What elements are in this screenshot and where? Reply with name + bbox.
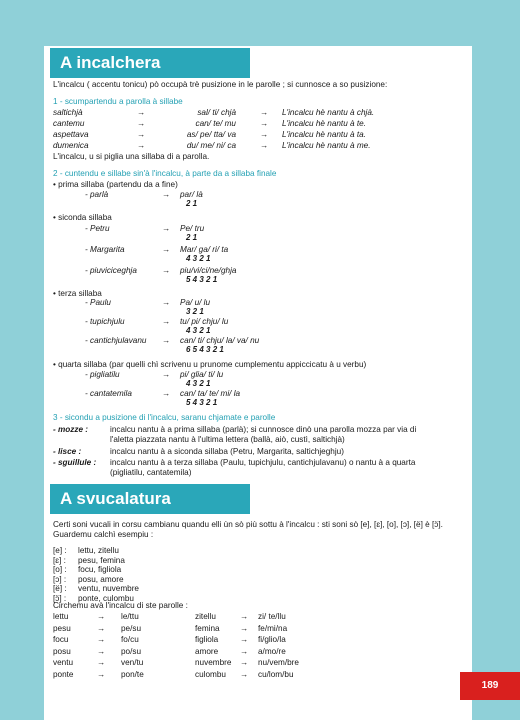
pair-cell-0-5: zi/ te/llu	[258, 612, 286, 621]
quarta-syll-0: pi/ glia/ ti/ lu	[180, 370, 224, 379]
pair-cell-2-1: →	[97, 635, 106, 644]
prima-label: • prima sillaba (partendu da a fine)	[53, 180, 178, 189]
pair-cell-0-0: lettu	[53, 612, 69, 621]
terza-word-2: - cantichjulavanu	[85, 336, 147, 345]
page-number: 189	[460, 672, 520, 700]
terza-arrow-1: →	[162, 317, 171, 326]
sec1-title: 1 - scumpartendu a parolla à sillabe	[53, 97, 183, 106]
seconda-syll-0: Pe/ tru	[180, 224, 205, 233]
sec1-cell-3-0: dumenica	[53, 141, 89, 150]
sec1-note: L'incalcu, u si piglia una sillaba di a parolla.	[53, 152, 210, 161]
prima-word-0: - parlà	[85, 190, 109, 199]
terza-nums-2: 6 5 4 3 2 1	[186, 345, 224, 354]
sec1-cell-3-2: du/ me/ ni/ ca	[186, 141, 236, 150]
sec1-cell-0-2: sal/ ti/ chjà	[197, 108, 236, 117]
quarta-arrow-0: →	[162, 370, 171, 379]
quarta-nums-1: 5 4 3 2 1	[186, 398, 218, 407]
pair-cell-1-3: femina	[195, 623, 220, 633]
intro-text: L'incalcu ( accentu tonicu) pò occupà trè pusizione in le parolle ; si cunnosce a so pusizione:	[53, 80, 388, 89]
seconda-nums-0: 2 1	[186, 233, 198, 242]
pair-cell-1-4: →	[240, 623, 249, 633]
pair-cell-4-1: →	[97, 658, 106, 667]
sec1-cell-0-0: saltichjà	[53, 108, 83, 117]
pair-cell-2-2: fo/cu	[121, 635, 139, 644]
seconda-arrow-2: →	[162, 266, 171, 275]
seconda-word-2: - piuviciceghja	[85, 266, 137, 275]
phon-symbol-2: [o] :	[53, 565, 67, 574]
pair-cell-3-0: posu	[53, 646, 71, 656]
sec3-title: 3 - sicondu a pusizione di l'incalcu, saranu chjamate e parolle	[53, 413, 276, 422]
phon-examples-5: ponte, culombu	[78, 593, 134, 603]
prima-arrow-0: →	[162, 190, 171, 199]
pair-cell-3-4: →	[240, 646, 249, 656]
phon-examples-2: focu, figliola	[78, 565, 122, 574]
phon-examples-0: lettu, zitellu	[78, 546, 119, 555]
seconda-arrow-0: →	[162, 224, 171, 233]
phon-examples-4: ventu, nuvembre	[78, 584, 139, 593]
terza-syll-2: can/ ti/ chju/ la/ va/ nu	[180, 336, 260, 345]
sec1-cell-1-1: →	[137, 119, 146, 128]
section-header-svucalatura: A svucalatura	[50, 484, 250, 514]
sec3-val1-2: incalcu nantu à a terza sillaba (Paulu, tupichjulu, cantichjulavanu) o nantu à a quarta	[110, 458, 416, 467]
sec1-cell-0-4: L'incalcu hè nantu à chjà.	[282, 108, 375, 117]
pair-cell-3-1: →	[97, 646, 106, 656]
sec3-key-0: - mozze :	[53, 425, 89, 434]
pair-cell-4-5: nu/vem/bre	[258, 658, 299, 667]
terza-label: • terza sillaba	[53, 289, 102, 298]
pair-cell-5-5: cu/lom/bu	[258, 669, 294, 679]
terza-arrow-0: →	[162, 298, 171, 307]
pair-cell-4-2: ven/tu	[121, 658, 144, 667]
pair-cell-0-3: zitellu	[195, 612, 216, 621]
seconda-syll-2: piu/vi/ci/ne/ghja	[180, 266, 237, 275]
pair-cell-0-1: →	[97, 612, 106, 621]
sec3-val2-2: (pigliatilu, cantatemila)	[110, 468, 192, 477]
seconda-nums-1: 4 3 2 1	[186, 254, 211, 263]
quarta-label: • quarta sillaba (par quelli chì scrivenu u prunome cumplementu appiccicatu à u verbu)	[53, 360, 367, 369]
pair-cell-1-5: fe/mi/na	[258, 623, 288, 633]
sec3-val1-0: incalcu nantu à a prima sillaba (parlà); si cunnosce dinò una parolla mozza par via di	[110, 425, 417, 434]
terza-arrow-2: →	[162, 336, 171, 345]
pair-cell-5-1: →	[97, 669, 106, 679]
sec1-cell-2-4: L'incalcu hè nantu à ta.	[282, 130, 366, 139]
pair-cell-2-5: fi/glio/la	[258, 635, 286, 644]
svu-intro-2: Guardemu calchì esempiu :	[53, 530, 154, 539]
quarta-word-0: - pigliatilu	[85, 370, 120, 379]
pair-cell-1-2: pe/su	[121, 623, 142, 633]
sec1-cell-3-3: →	[260, 141, 269, 150]
sec1-cell-2-1: →	[137, 130, 146, 139]
sec3-val1-1: incalcu nantu à a siconda sillaba (Petru, Margarita, saltichjeghju)	[110, 447, 344, 456]
phon-symbol-3: [ɔ] :	[53, 574, 67, 584]
pair-cell-5-4: →	[240, 669, 249, 679]
terza-word-1: - tupichjulu	[85, 317, 125, 326]
section-header-incalchera: A incalchera	[50, 48, 250, 78]
pair-cell-4-0: ventu	[53, 658, 74, 667]
sec3-key-2: - sguillule :	[53, 458, 97, 467]
seconda-nums-2: 5 4 3 2 1	[186, 275, 218, 284]
phon-symbol-0: [e] :	[53, 546, 67, 555]
sec1-cell-0-1: →	[137, 108, 146, 117]
seconda-syll-1: Mar/ ga/ ri/ ta	[180, 245, 229, 254]
svu-intro-1: Certi soni vucali in corsu cambianu quandu elli ùn sò più sottu à l'incalcu : sti soni sò [e], [ɛ], [o], [ɔ], [ë] è [ɔ̈].	[53, 520, 443, 529]
seconda-word-0: - Petru	[85, 224, 110, 233]
pair-cell-3-2: po/su	[121, 646, 142, 656]
seconda-word-1: - Margarita	[85, 245, 125, 254]
pair-cell-1-1: →	[97, 623, 106, 633]
sec1-cell-1-0: cantemu	[53, 119, 85, 128]
phon-symbol-1: [ɛ] :	[53, 555, 66, 565]
pair-cell-1-0: pesu	[53, 623, 71, 633]
sec1-cell-0-3: →	[260, 108, 269, 117]
sec1-cell-1-4: L'incalcu hè nantu à te.	[282, 119, 366, 128]
pair-cell-2-4: →	[240, 635, 249, 644]
seconda-label: • siconda sillaba	[53, 213, 112, 222]
pair-cell-3-3: amore	[195, 646, 219, 656]
phon-symbol-5: [ɔ̈] :	[53, 593, 67, 603]
quarta-word-1: - cantatemila	[85, 389, 132, 398]
circhemu-text: Circhemu avà l'incalcu di ste parolle :	[53, 601, 188, 610]
phon-examples-3: posu, amore	[78, 574, 124, 584]
sec3-val2-0: l'aletta piazzata nantu à l'ultima lettera (ballà, aiò, custì, saltichjà)	[110, 435, 345, 444]
pair-cell-5-0: ponte	[53, 669, 74, 679]
prima-nums-0: 2 1	[186, 199, 198, 208]
sec1-cell-1-3: →	[260, 119, 269, 128]
phon-symbol-4: [ë] :	[53, 584, 67, 593]
pair-cell-2-3: figliola	[195, 635, 219, 644]
quarta-syll-1: can/ ta/ te/ mi/ la	[180, 389, 241, 398]
seconda-arrow-1: →	[162, 245, 171, 254]
pair-cell-0-2: le/ttu	[121, 612, 139, 621]
pair-cell-4-4: →	[240, 658, 249, 667]
pair-cell-5-2: pon/te	[121, 669, 144, 679]
sec1-cell-2-2: as/ pe/ tta/ va	[186, 130, 236, 139]
quarta-arrow-1: →	[162, 389, 171, 398]
terza-word-0: - Paulu	[85, 298, 111, 307]
terza-nums-1: 4 3 2 1	[186, 326, 211, 335]
terza-syll-1: tu/ pi/ chju/ lu	[180, 317, 229, 326]
sec1-cell-3-4: L'incalcu hè nantu à me.	[282, 141, 371, 150]
sec3-key-1: - lisce :	[53, 447, 82, 456]
quarta-nums-0: 4 3 2 1	[186, 379, 211, 388]
pair-cell-4-3: nuvembre	[195, 658, 232, 667]
pair-cell-3-5: a/mo/re	[258, 646, 286, 656]
prima-syll-0: par/ là	[180, 190, 203, 199]
pair-cell-5-3: culombu	[195, 669, 226, 679]
sec2-title: 2 - cuntendu e sillabe sin'à l'incalcu, à parte da a sillaba finale	[53, 169, 277, 178]
pair-cell-2-0: focu	[53, 635, 69, 644]
sec1-cell-1-2: can/ te/ mu	[195, 119, 236, 128]
sec1-cell-2-0: aspettava	[53, 130, 89, 139]
terza-syll-0: Pa/ u/ lu	[180, 298, 211, 307]
phon-examples-1: pesu, femina	[78, 555, 125, 565]
pair-cell-0-4: →	[240, 612, 249, 621]
sec1-cell-3-1: →	[137, 141, 146, 150]
terza-nums-0: 3 2 1	[186, 307, 204, 316]
sec1-cell-2-3: →	[260, 130, 269, 139]
